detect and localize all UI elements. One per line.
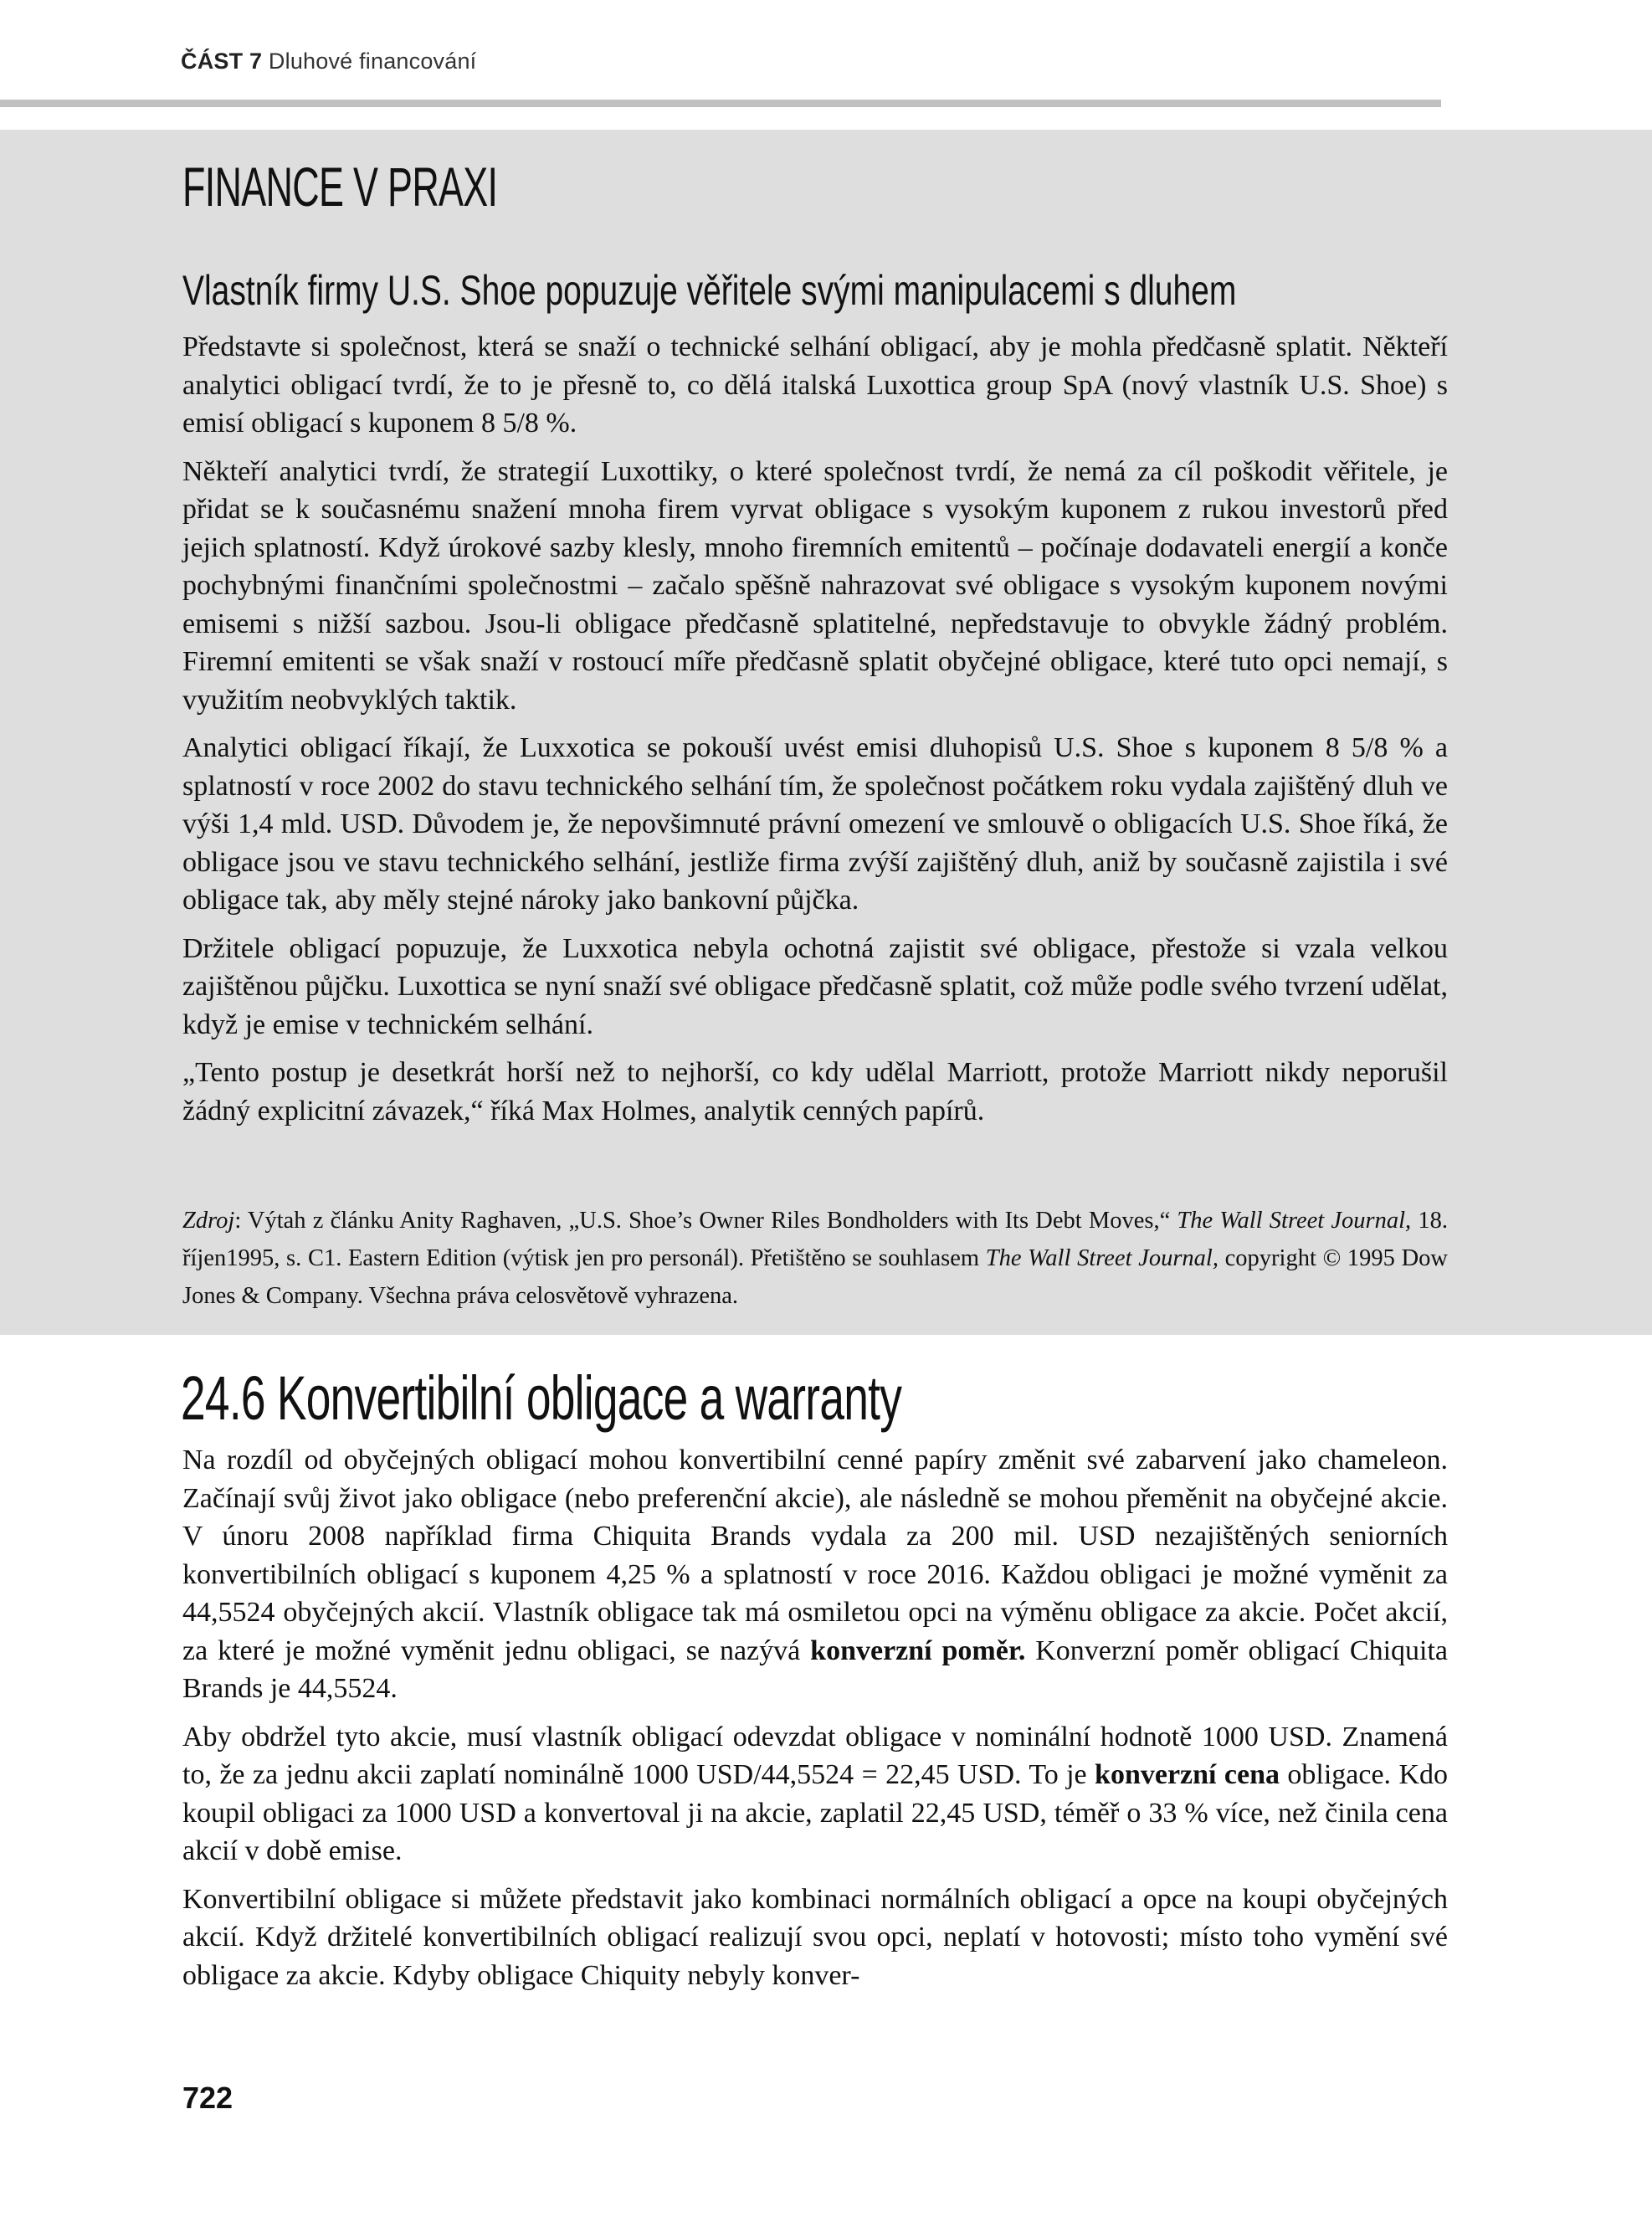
source-journal: The Wall Street Journal,: [985, 1245, 1218, 1271]
key-term: konverzní cena: [1095, 1759, 1280, 1790]
source-text: : Výtah z článku Anity Raghaven, „U.S. Shoe’s Owner Riles Bondholders with Its Debt Moves,“: [234, 1208, 1177, 1234]
box-paragraph: Analytici obligací říkají, že Luxxotica se pokouší uvést emisi dluhopisů U.S. Shoe s kuponem 8 5/8 % a splatností v roce 2002 do stavu technického selhání tím, že společnost počátkem roku vydala zajištěný dluh ve výši 1,4 mld. USD. Důvodem je, že nepovšimnuté právní omezení ve smlouvě o obligacích U.S. Shoe říká, že obligace jsou ve stavu technického selhání, jestliže firma zvýší zajištěný dluh, aniž by současně zajistila i své obligace tak, aby měly stejné nároky jako bankovní půjčka.: [182, 732, 1448, 916]
box-body: [182, 328, 1448, 1140]
body-text: Aby obdržel tyto akcie, musí vlastník obligací odevzdat obligace v nominální hodnotě 1000 USD. Znamená to, že za jednu akcii zaplatí nominálně 1000 USD/44,5524 = 22,45 USD. To je: [182, 1721, 1448, 1790]
section-body: [182, 1441, 1448, 2004]
box-paragraph: Představte si společnost, která se snaží o technické selhání obligací, aby je mohla předčasně splatit. Někteří analytici obligací tvrdí, že to je přesně to, co dělá italská Luxottica group SpA (nový vlastník U.S. Shoe) s emisí obligací s kuponem 8 5/8 %.: [182, 331, 1448, 439]
source-text: copyright © 1995 Dow Jones & Company. Všechna práva celosvětově vyhrazena.: [182, 1245, 1449, 1309]
box-title: Vlastník firmy U.S. Shoe popuzuje věřitele svými manipulacemi s dluhem: [182, 267, 1237, 314]
source-text: 18. říjen1995, s. C1. Eastern Edition (výtisk jen pro personál). Přetištěno se souhlasem: [182, 1208, 1449, 1271]
body-text: Na rozdíl od obyčejných obligací mohou konvertibilní cenné papíry změnit své zabarvení jako chameleon. Začínají svůj život jako obligace (nebo preferenční akcie), ale následně se mohou přeměnit na obyčejné akcie. V únoru 2008 například firma Chiquita Brands vydala za 200 mil. USD nezajištěných seniorních konvertibilních obligací s kuponem 4,25 % a splatností v roce 2016. Každou obligaci je možné vyměnit za 44,5524 obyčejných akcií. Vlastník obligace tak má osmiletou opci na výměnu obligace za akcie. Počet akcií, za které je možné vyměnit jednu obligaci, se nazývá: [182, 1445, 1448, 1666]
source-journal: The Wall Street Journal,: [1177, 1208, 1412, 1234]
body-text: Konverzní poměr obligací Chiquita Brands je 44,5524.: [182, 1634, 1448, 1704]
box-paragraph: „Tento postup je desetkrát horší než to nejhorší, co kdy udělal Marriott, protože Marriott nikdy neporušil žádný explicitní závazek,“ říká Max Holmes, analytik cenných papírů.: [182, 1057, 1448, 1126]
body-paragraph: [182, 1718, 1448, 1870]
body-paragraph: Konvertibilní obligace si můžete představit jako kombinaci normálních obligací a opce na koupi obyčejných akcií. Když držitelé konvertibilních obligací realizují svou opci, neplatí v hotovosti; místo toho vymění své obligace za akcie. Kdyby obligace Chiquity nebyly konver-: [182, 1883, 1448, 1991]
part-label: ČÁST 7: [181, 49, 263, 74]
section-heading: 24.6 Konvertibilní obligace a warranty: [181, 1363, 902, 1433]
running-head: [181, 49, 476, 74]
part-title: Dluhové financování: [268, 49, 477, 74]
body-text: obligace. Kdo koupil obligaci za 1000 USD a konvertoval ji na akcie, zaplatil 22,45 USD, téměř o 33 % více, než činila cena akcií v době emise.: [182, 1759, 1448, 1866]
box-label: FINANCE V PRAXI: [182, 156, 498, 218]
source-citation: [182, 1202, 1448, 1315]
box-paragraph: Někteří analytici tvrdí, že strategií Luxottiky, o které společnost tvrdí, že nemá za cíl poškodit věřitele, je přidat se k současnému snažení mnoha firem vyrvat obligace s vysokým kuponem z rukou investorů před jejich splatností. Když úrokové sazby klesly, mnoho firemních emitentů – počínaje dodavateli energií a konče pochybnými finančními společnostmi – začalo spěšně nahrazovat své obligace s vysokým kuponem novými emisemi s nižší sazbou. Jsou-li obligace předčasně splatitelné, nepředstavuje to obvykle žádný problém. Firemní emitenti se však snaží v rostoucí míře předčasně splatit obyčejné obligace, které tuto opci nemají, s využitím neobvyklých taktik.: [182, 455, 1448, 716]
body-paragraph: [182, 1441, 1448, 1708]
header-rule: [0, 100, 1441, 107]
key-term: konverzní poměr.: [810, 1634, 1026, 1666]
page-number: 722: [182, 2081, 233, 2115]
source-label: Zdroj: [182, 1208, 235, 1234]
box-paragraph: Držitele obligací popuzuje, že Luxxotica nebyla ochotná zajistit své obligace, přestože si vzala velkou zajištěnou půjčku. Luxottica se nyní snaží své obligace předčasně splatit, což může podle svého tvrzení udělat, když je emise v technickém selhání.: [182, 932, 1448, 1040]
